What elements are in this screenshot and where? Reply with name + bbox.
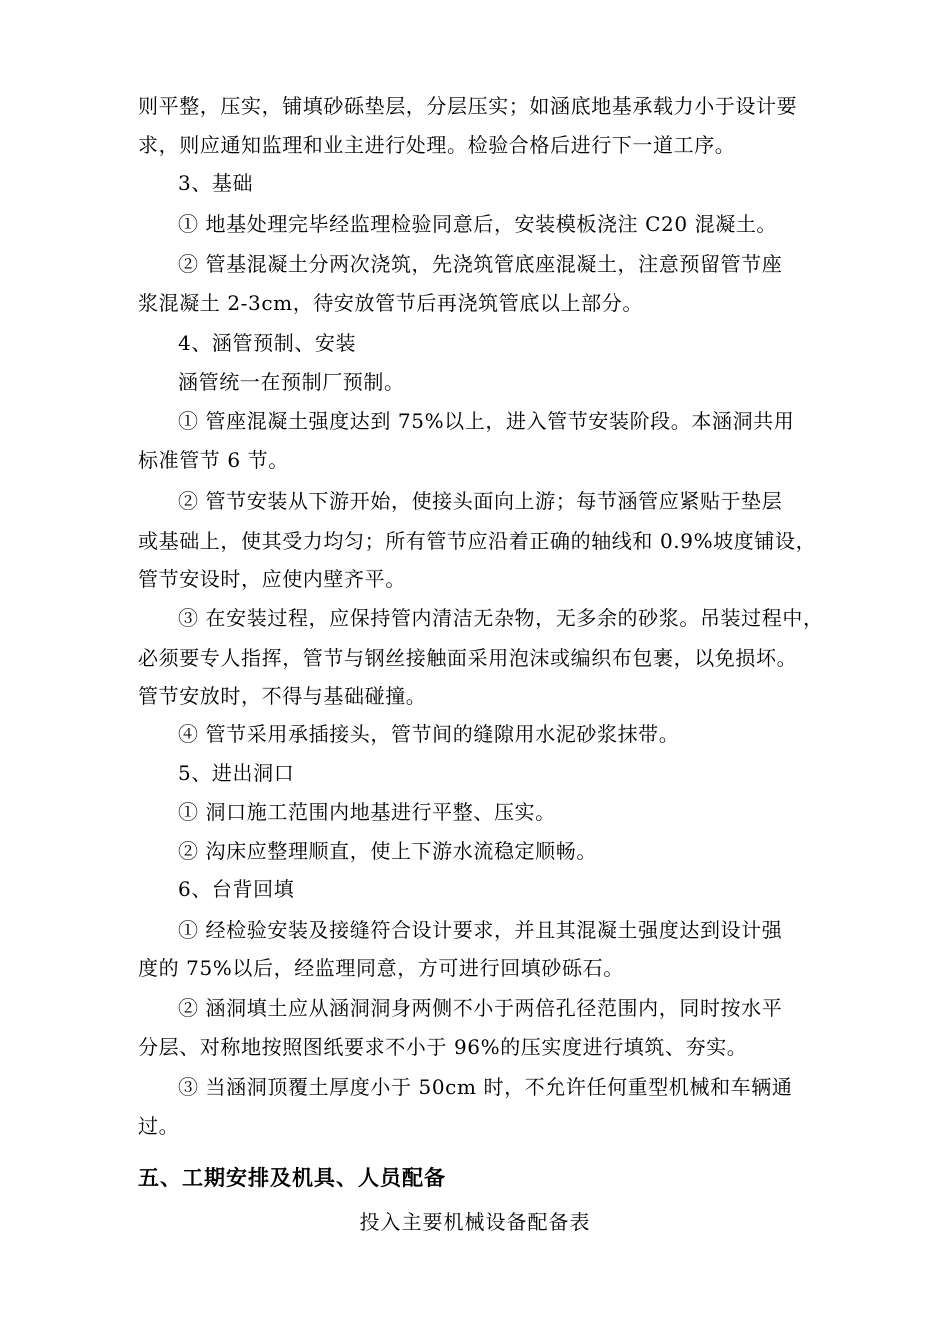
paragraph-line: 求，则应通知监理和业主进行处理。检验合格后进行下一道工序。 (138, 133, 736, 157)
paragraph-line: 浆混凝土 2-3cm，待安放管节后再浇筑管底以上部分。 (138, 291, 643, 315)
list-item: ③ 当涵洞顶覆土厚度小于 50cm 时，不允许任何重型机械和车辆通 (178, 1075, 793, 1099)
list-item: ② 管基混凝土分两次浇筑，先浇筑管底座混凝土，注意预留管节座 (178, 252, 783, 276)
paragraph-line: 或基础上，使其受力均匀；所有管节应沿着正确的轴线和 0.9%坡度铺设， (138, 529, 817, 553)
paragraph-line: 标准管节 6 节。 (138, 448, 289, 472)
paragraph-line: 管节安设时，应使内壁齐平。 (138, 567, 406, 591)
list-item: ① 地基处理完毕经监理检验同意后，安装模板浇注 C20 混凝土。 (178, 212, 778, 236)
list-item: ② 管节安装从下游开始，使接头面向上游；每节涵管应紧贴于垫层 (178, 489, 783, 513)
paragraph-line: 分层、对称地按照图纸要求不小于 96%的压实度进行填筑、夯实。 (138, 1035, 748, 1059)
paragraph-line: 必须要专人指挥，管节与钢丝接触面采用泡沫或编织布包裹，以免损坏。 (138, 646, 798, 670)
paragraph-line: 管节安放时，不得与基础碰撞。 (138, 684, 427, 708)
list-item: ② 沟床应整理顺直，使上下游水流稳定顺畅。 (178, 839, 597, 863)
list-item: ① 管座混凝土强度达到 75%以上，进入管节安装阶段。本涵洞共用 (178, 409, 795, 433)
section-heading: 五、工期安排及机具、人员配备 (138, 1166, 446, 1190)
subsection-heading: 3、基础 (178, 171, 254, 195)
paragraph-line: 度的 75%以后，经监理同意，方可进行回填砂砾石。 (138, 956, 624, 980)
subsection-heading: 4、涵管预制、安装 (178, 331, 357, 355)
list-item: ④ 管节采用承插接头，管节间的缝隙用水泥砂浆抹带。 (178, 722, 680, 746)
list-item: ③ 在安装过程，应保持管内清洁无杂物，无多余的砂浆。吊装过程中， (178, 606, 824, 630)
subsection-heading: 5、进出洞口 (178, 761, 295, 785)
paragraph-line: 则平整，压实，铺填砂砾垫层，分层压实；如涵底地基承载力小于设计要 (138, 94, 798, 118)
paragraph-line: 涵管统一在预制厂预制。 (178, 370, 405, 394)
table-caption: 投入主要机械设备配备表 (359, 1210, 591, 1234)
paragraph-line: 过。 (138, 1114, 180, 1138)
subsection-heading: 6、台背回填 (178, 877, 295, 901)
list-item: ① 经检验安装及接缝符合设计要求，并且其混凝土强度达到设计强 (178, 918, 783, 942)
list-item: ② 涵洞填土应从涵洞洞身两侧不小于两倍孔径范围内，同时按水平 (178, 996, 783, 1020)
list-item: ① 洞口施工范围内地基进行平整、压实。 (178, 800, 556, 824)
